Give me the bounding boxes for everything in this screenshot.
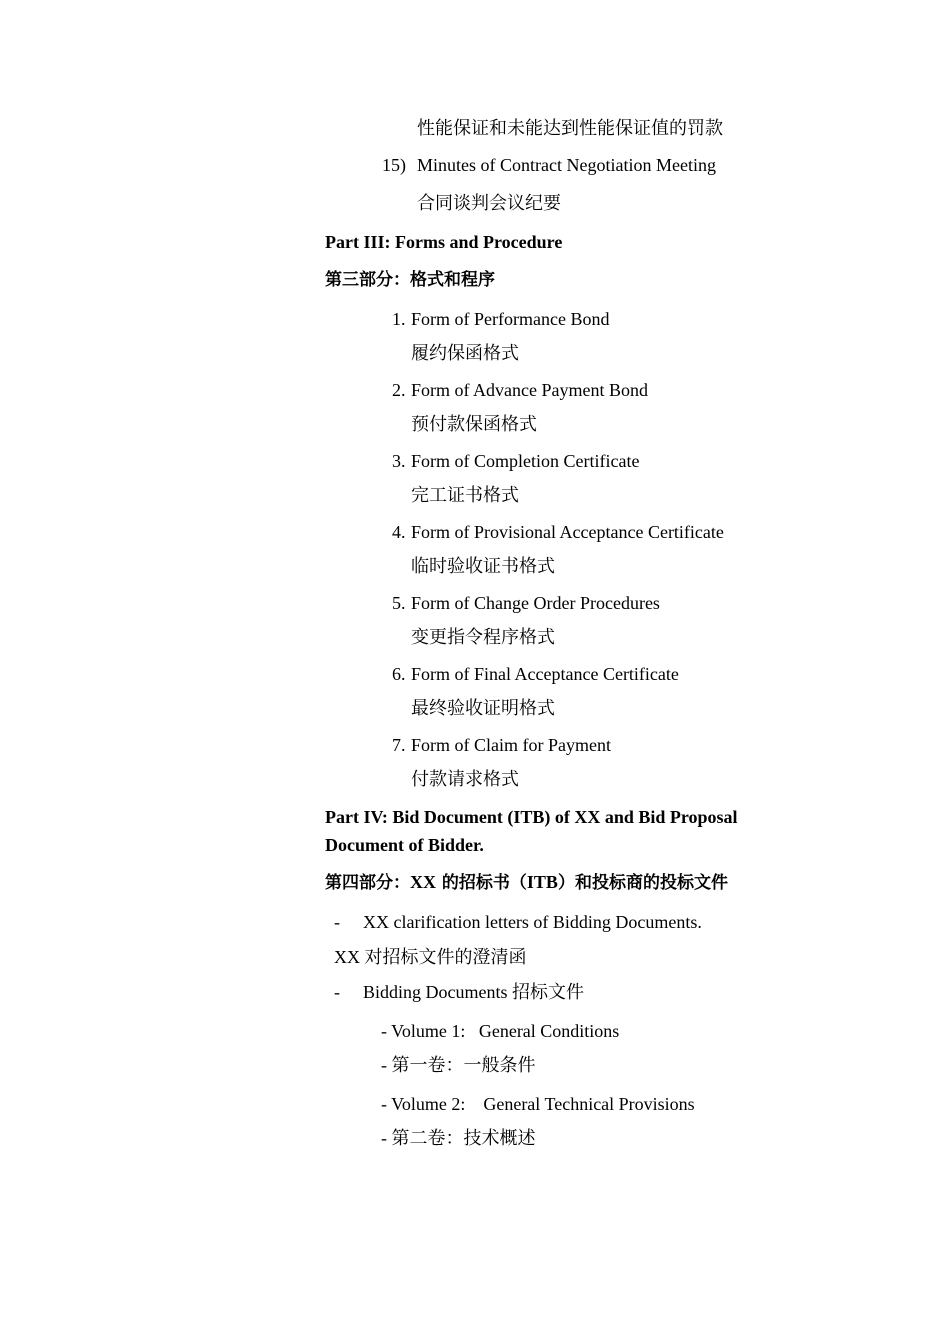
- form-item-4-cn: 临时验收证书格式: [411, 556, 555, 576]
- part-4-title-en-line-1: Part IV: Bid Document (ITB) of XX and Bid Proposal: [325, 807, 738, 827]
- volume-2-cn: - 第二卷：技术概述: [381, 1128, 536, 1148]
- bullet-2-text: Bidding Documents 招标文件: [363, 982, 584, 1002]
- form-item-5-number: 5.: [392, 593, 406, 613]
- item-14-cn: 性能保证和未能达到性能保证值的罚款: [417, 118, 723, 138]
- part-3-title-cn: 第三部分：格式和程序: [325, 270, 495, 290]
- form-item-4-number: 4.: [392, 522, 406, 542]
- part-4-title-cn-a: 第四部分：: [325, 873, 410, 893]
- form-item-5-cn: 变更指令程序格式: [411, 627, 555, 647]
- form-item-3-number: 3.: [392, 451, 406, 471]
- part-4-title-cn-c: 的招标书（: [436, 873, 527, 893]
- form-item-7-number: 7.: [392, 735, 406, 755]
- part-4-title-en-line-2: Document of Bidder.: [325, 835, 484, 855]
- form-item-1-number: 1.: [392, 309, 406, 329]
- form-item-2-cn: 预付款保函格式: [411, 414, 537, 434]
- bullet-1-dash: -: [334, 912, 340, 932]
- item-15-number: 15): [382, 155, 406, 175]
- form-item-2-number: 2.: [392, 380, 406, 400]
- bullet-1-cn: XX 对招标文件的澄清函: [334, 947, 527, 967]
- form-item-6-number: 6.: [392, 664, 406, 684]
- bullet-2-dash: -: [334, 982, 340, 1002]
- part-4-title-cn-e: ）和投标商的投标文件: [557, 873, 728, 893]
- form-item-3-en: Form of Completion Certificate: [411, 451, 640, 471]
- form-item-6-en: Form of Final Acceptance Certificate: [411, 664, 679, 684]
- form-item-5-en: Form of Change Order Procedures: [411, 593, 660, 613]
- bullet-1-en: XX clarification letters of Bidding Documents.: [363, 912, 702, 932]
- form-item-1-en: Form of Performance Bond: [411, 309, 610, 329]
- form-item-3-cn: 完工证书格式: [411, 485, 519, 505]
- form-item-7-en: Form of Claim for Payment: [411, 735, 611, 755]
- form-item-7-cn: 付款请求格式: [411, 769, 519, 789]
- form-item-1-cn: 履约保函格式: [411, 343, 519, 363]
- form-item-4-en: Form of Provisional Acceptance Certificate: [411, 522, 724, 542]
- volume-1-cn: - 第一卷：一般条件: [381, 1055, 536, 1075]
- item-15-cn: 合同谈判会议纪要: [417, 193, 561, 213]
- form-item-6-cn: 最终验收证明格式: [411, 698, 555, 718]
- item-15-en: Minutes of Contract Negotiation Meeting: [417, 155, 716, 175]
- part-4-title-cn-d: ITB: [526, 872, 558, 892]
- part-4-title-cn: [325, 870, 728, 895]
- part-3-title-en: Part III: Forms and Procedure: [325, 232, 563, 252]
- form-item-2-en: Form of Advance Payment Bond: [411, 380, 648, 400]
- volume-1-en: - Volume 1: General Conditions: [381, 1021, 620, 1041]
- volume-2-en: - Volume 2: General Technical Provisions: [381, 1094, 695, 1114]
- part-4-title-cn-b: XX: [410, 872, 436, 892]
